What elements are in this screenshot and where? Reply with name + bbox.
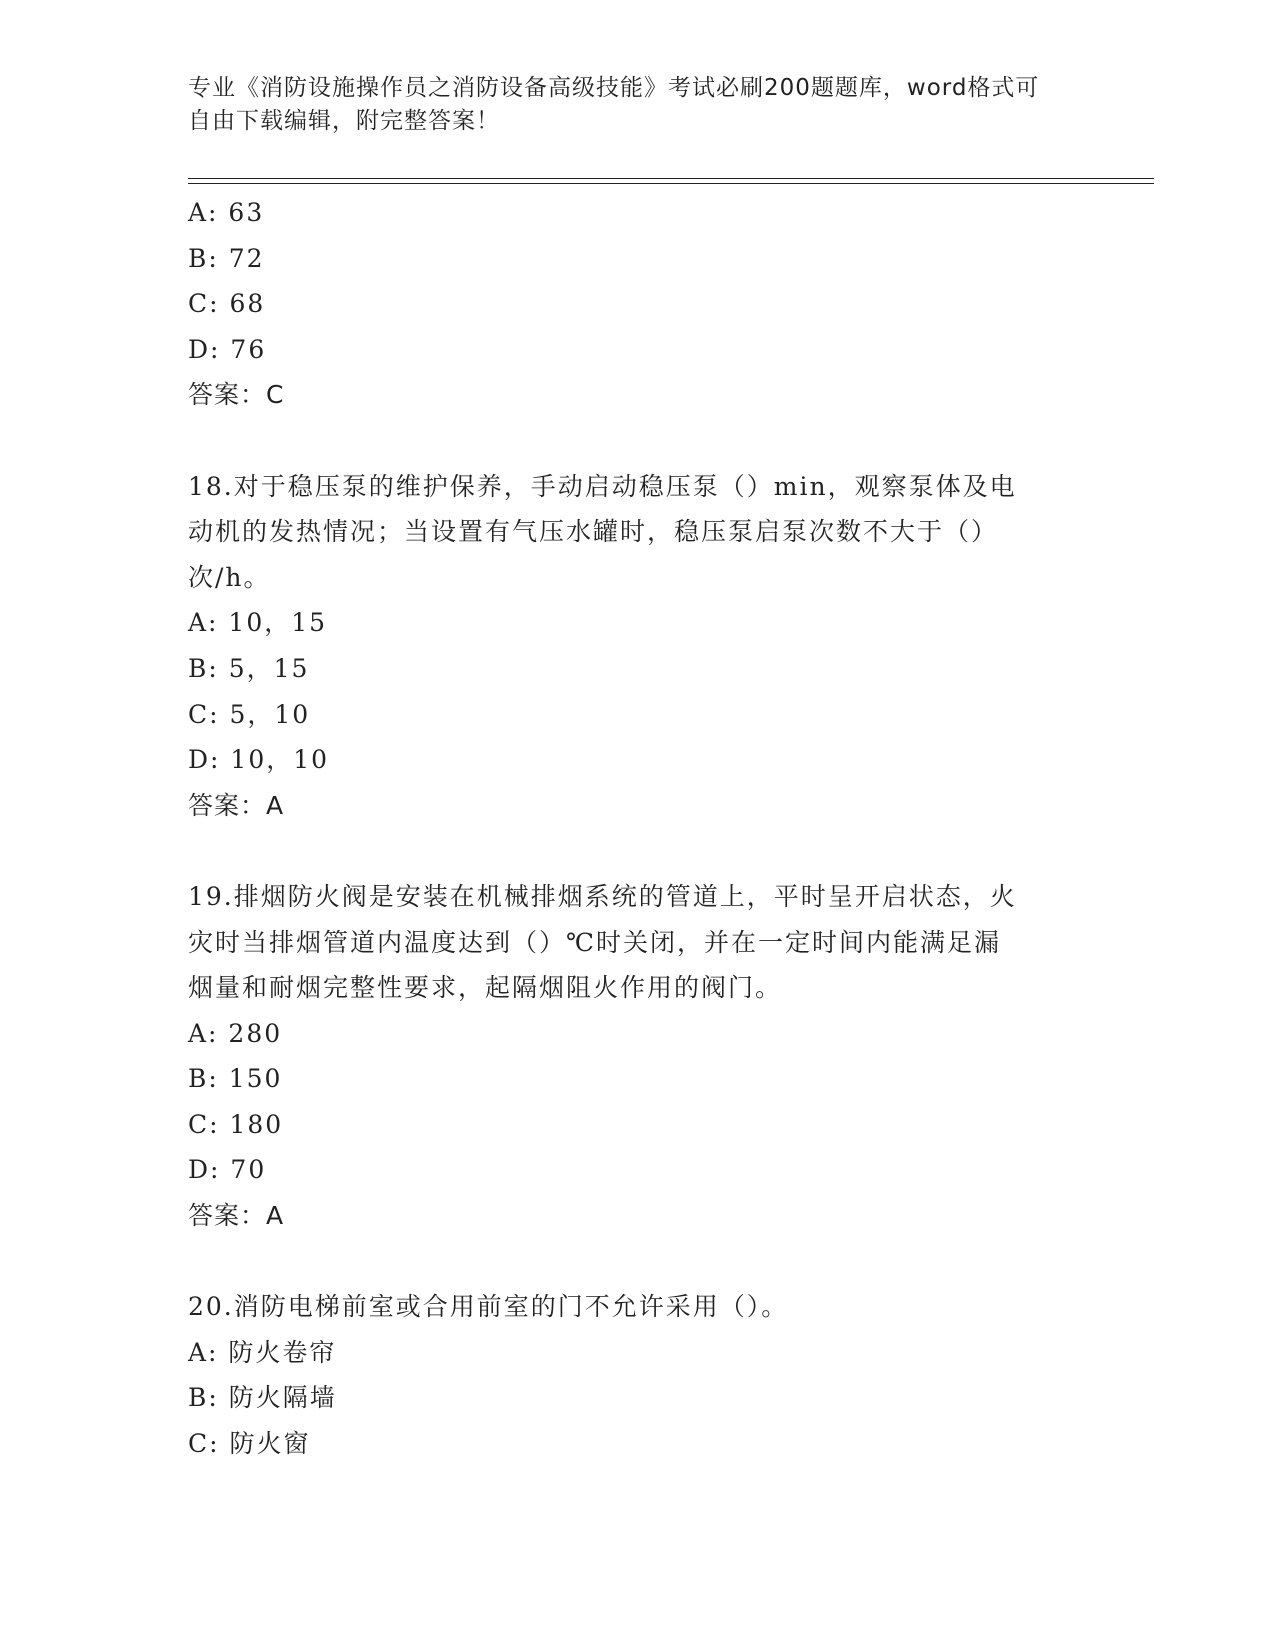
answer-text: 答案：A	[188, 1201, 285, 1231]
option-a: A: 280	[188, 1018, 283, 1048]
prev-question-block	[188, 190, 1088, 418]
question-19-text-line-3: 烟量和耐烟完整性要求，起隔烟阻火作用的阀门。	[188, 973, 783, 1003]
question-19-text-line-1: 19.排烟防火阀是安装在机械排烟系统的管道上，平时呈开启状态，火	[188, 881, 1017, 911]
spacer	[188, 1239, 1088, 1285]
option-d: D: 70	[188, 1155, 267, 1185]
option-d: D: 10，10	[188, 745, 330, 775]
option-c: C: 防火窗	[188, 1429, 311, 1459]
question-content	[188, 190, 1088, 1467]
option-c: C: 5，10	[188, 699, 311, 729]
option-b: B: 150	[188, 1064, 283, 1094]
question-20-block	[188, 1284, 1088, 1466]
question-18-block	[188, 464, 1088, 829]
spacer	[188, 418, 1088, 464]
option-b: B: 72	[188, 243, 265, 273]
header-divider-bottom	[188, 183, 1154, 184]
question-19-text-line-2: 灾时当排烟管道内温度达到（）℃时关闭，并在一定时间内能满足漏	[188, 927, 1001, 957]
question-20-text-line-1: 20.消防电梯前室或合用前室的门不允许采用（）。	[188, 1292, 789, 1322]
spacer	[188, 828, 1088, 874]
question-18-text-line-1: 18.对于稳压泵的维护保养，手动启动稳压泵（）min，观察泵体及电	[188, 471, 1017, 501]
question-19-block	[188, 874, 1088, 1239]
option-b: B: 防火隔墙	[188, 1383, 337, 1413]
question-18-text-line-2: 动机的发热情况；当设置有气压水罐时，稳压泵启泵次数不大于（）	[188, 517, 999, 547]
option-a: A: 10，15	[188, 608, 328, 638]
header-divider-top	[188, 178, 1154, 179]
question-18-text-line-3: 次/h。	[188, 562, 271, 592]
header-line-1: 专业《消防设施操作员之消防设备高级技能》考试必刷200题题库，word格式可	[188, 75, 1040, 101]
option-a: A: 防火卷帘	[188, 1337, 337, 1367]
answer-text: 答案：C	[188, 380, 285, 410]
option-d: D: 76	[188, 334, 267, 364]
option-b: B: 5，15	[188, 653, 310, 683]
option-c: C: 180	[188, 1109, 284, 1139]
answer-text: 答案：A	[188, 790, 285, 820]
header-line-2: 自由下载编辑，附完整答案！	[188, 108, 500, 134]
document-header	[188, 72, 1068, 138]
option-a: A: 63	[188, 198, 265, 227]
option-c: C: 68	[188, 289, 266, 319]
